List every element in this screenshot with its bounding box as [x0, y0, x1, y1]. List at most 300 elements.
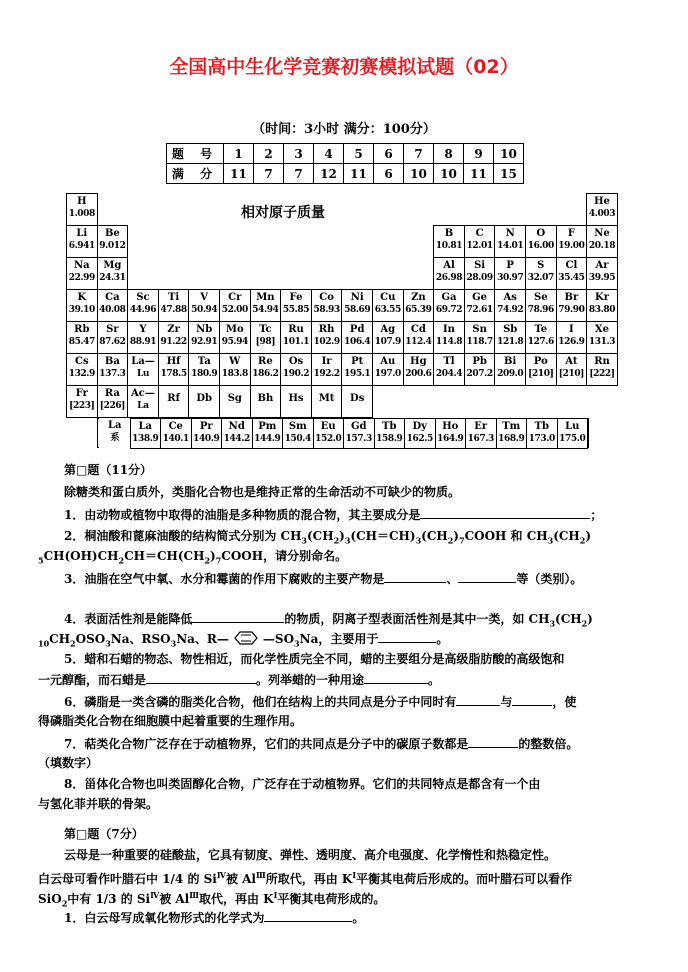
- element-mass: 140.1: [162, 434, 189, 444]
- element-cell: [97, 321, 129, 354]
- element-cell: [586, 289, 618, 322]
- element-symbol: Si: [474, 260, 486, 271]
- question-2-header: 第□题（7分）: [64, 827, 144, 841]
- element-cell: [280, 353, 312, 386]
- element-cell: [556, 321, 588, 354]
- element-mass: 131.3: [588, 337, 616, 347]
- element-symbol: Sm: [288, 421, 307, 432]
- element-symbol: Nb: [196, 324, 213, 335]
- element-mass: 200.6: [405, 369, 432, 379]
- element-mass: 26.98: [435, 273, 463, 283]
- element-mass: 47.88: [160, 305, 187, 315]
- element-mass: 78.96: [527, 305, 554, 315]
- element-cell: [97, 225, 129, 258]
- element-symbol: Re: [258, 356, 273, 367]
- element-mass: 162.5: [406, 434, 433, 444]
- element-mass: 32.07: [527, 273, 554, 283]
- element-mass: 137.3: [99, 369, 126, 379]
- element-cell: [464, 257, 496, 290]
- element-symbol: Hg: [410, 356, 427, 367]
- element-symbol: Ti: [167, 292, 180, 303]
- element-cell: [280, 289, 312, 322]
- element-mass: 118.7: [466, 337, 493, 347]
- lanthanide-cell: [404, 418, 436, 449]
- element-mass: 192.2: [313, 369, 340, 379]
- element-mass: 4.003: [588, 209, 616, 219]
- answer-blank[interactable]: [264, 909, 352, 922]
- element-mass: 112.4: [405, 337, 432, 347]
- element-mass: 39.95: [588, 273, 616, 283]
- element-cell: [66, 193, 98, 226]
- element-mass: 167.3: [467, 434, 494, 444]
- element-symbol: Ce: [168, 421, 183, 432]
- element-symbol: Ru: [288, 324, 304, 335]
- element-mass: 150.4: [284, 434, 311, 444]
- element-cell: [494, 257, 526, 290]
- element-mass: 178.5: [160, 369, 187, 379]
- element-mass: 1.008: [68, 209, 95, 219]
- answer-blank[interactable]: [378, 630, 436, 643]
- element-cell: [311, 385, 343, 418]
- element-symbol: Tc: [259, 324, 272, 335]
- element-cell: [586, 353, 618, 386]
- element-symbol: Ra: [104, 388, 120, 399]
- element-cell: [311, 321, 343, 354]
- element-mass: 系: [110, 433, 120, 443]
- element-symbol: Zn: [411, 292, 426, 303]
- answer-blank[interactable]: [420, 506, 590, 519]
- element-symbol: Er: [474, 421, 488, 432]
- element-mass: 54.94: [252, 305, 279, 315]
- element-cell: [372, 321, 404, 354]
- lanthanide-cell: [313, 418, 345, 449]
- question-number: 8: [434, 144, 464, 164]
- element-cell: [188, 385, 220, 418]
- element-mass: 44.96: [129, 305, 157, 315]
- element-cell: [341, 289, 373, 322]
- element-mass: 87.62: [99, 337, 126, 347]
- element-symbol: Kr: [595, 292, 609, 303]
- element-symbol: Ca: [105, 292, 120, 303]
- element-cell: [341, 385, 373, 418]
- lanthanide-cell: [221, 418, 253, 449]
- element-symbol: Fr: [75, 388, 88, 399]
- element-mass: 127.6: [527, 337, 554, 347]
- element-symbol: Sc: [136, 292, 150, 303]
- element-symbol: Tb: [382, 421, 397, 432]
- element-cell: [494, 289, 526, 322]
- element-cell: [158, 321, 190, 354]
- element-cell: [219, 321, 251, 354]
- element-symbol: Se: [534, 292, 548, 303]
- element-symbol: Hs: [288, 393, 304, 404]
- element-cell: [66, 289, 98, 322]
- lanthanide-cell: [557, 418, 589, 449]
- element-symbol: Pb: [472, 356, 487, 367]
- element-mass: 10.81: [435, 241, 463, 251]
- element-symbol: N: [505, 228, 515, 239]
- element-mass: 138.9: [132, 434, 159, 444]
- row-label: 题 号: [167, 144, 224, 164]
- element-cell: [66, 385, 98, 418]
- element-cell: [97, 257, 129, 290]
- element-mass: 204.4: [435, 369, 463, 379]
- element-symbol: Os: [288, 356, 304, 367]
- element-symbol: Ge: [472, 292, 488, 303]
- element-mass: 58.93: [313, 305, 340, 315]
- element-mass: 157.3: [345, 434, 372, 444]
- element-cell: [250, 353, 282, 386]
- element-mass: 12.01: [466, 241, 493, 251]
- element-mass: 74.92: [497, 305, 524, 315]
- answer-blank[interactable]: [146, 671, 256, 684]
- element-symbol: Ir: [321, 356, 332, 367]
- question-number: 6: [374, 144, 404, 164]
- question-number: 1: [224, 144, 254, 164]
- element-mass: 107.9: [374, 337, 401, 347]
- element-cell: [586, 321, 618, 354]
- element-symbol: La—: [131, 356, 155, 367]
- lanthanide-cell: [343, 418, 375, 449]
- element-symbol: W: [229, 356, 241, 367]
- element-mass: Lu: [136, 369, 150, 379]
- element-cell: [97, 353, 129, 386]
- element-symbol: Tb: [534, 421, 549, 432]
- element-cell: [525, 257, 557, 290]
- element-symbol: Rb: [74, 324, 90, 335]
- element-mass: 164.9: [437, 434, 464, 444]
- lanthanide-cell: [526, 418, 558, 449]
- element-symbol: Pr: [199, 421, 213, 432]
- element-mass: 144.9: [254, 434, 281, 444]
- score-table-row-numbers: [167, 144, 524, 164]
- element-cell: [66, 321, 98, 354]
- element-symbol: La: [138, 421, 152, 432]
- element-mass: 121.8: [497, 337, 524, 347]
- question-points: 10: [434, 164, 464, 184]
- element-mass: [223]: [69, 401, 95, 411]
- q1-part6-line1: 6．磷脂是一类含磷的脂类化合物，他们在结构上的共同点是分子中同时有 与 ，使: [64, 695, 577, 709]
- question-points: 7: [254, 164, 284, 184]
- element-symbol: Au: [380, 356, 396, 367]
- element-cell: [127, 321, 159, 354]
- element-mass: 197.0: [374, 369, 401, 379]
- element-symbol: Mt: [318, 393, 335, 404]
- q1-part5-line1: 5．蜡和石蜡的物态、物性相近，而化学性质完全不同，蜡的主要组分是高级脂肪酸的高级饱和: [64, 652, 565, 666]
- element-mass: 92.91: [191, 337, 218, 347]
- element-symbol: Nd: [228, 421, 245, 432]
- element-cell: [188, 321, 220, 354]
- q2-line3: SiO$_2$中有 1/3 的 $Si^Ⅳ$被 $Al^Ⅲ$取代，再由 $K^Ⅰ$平衡其电荷形成的。: [38, 890, 386, 909]
- answer-blank[interactable]: [192, 610, 284, 623]
- element-symbol: Bi: [504, 356, 517, 367]
- element-cell: [341, 321, 373, 354]
- element-cell: [97, 289, 129, 322]
- element-symbol: As: [503, 292, 517, 303]
- answer-blank[interactable]: [364, 671, 428, 684]
- question-number: 7: [404, 144, 434, 164]
- element-mass: 152.0: [315, 434, 342, 444]
- element-mass: 63.55: [374, 305, 401, 315]
- element-cell: [127, 289, 159, 322]
- lanthanide-cell: [160, 418, 192, 449]
- q1-part7-line1: 7．萜类化合物广泛存在于动植物界，它们的共同点是分子中的碳原子数都是 的整数倍。: [64, 737, 579, 751]
- element-symbol: K: [77, 292, 87, 303]
- element-symbol: Sg: [227, 393, 242, 404]
- element-cell: [403, 321, 435, 354]
- answer-blank[interactable]: [458, 570, 516, 583]
- element-symbol: Ni: [350, 292, 364, 303]
- element-cell: [219, 353, 251, 386]
- question-points: 7: [284, 164, 314, 184]
- element-symbol: Ag: [380, 324, 396, 335]
- element-cell: [403, 353, 435, 386]
- periodic-table-title: 相对原子质量: [241, 205, 325, 221]
- q1-part2-line2: $_5CH(OH)CH_2CH=CH(CH_2)_7COOH$，请分别命名。: [38, 549, 348, 566]
- element-cell: [556, 225, 588, 258]
- element-symbol: F: [567, 228, 575, 239]
- element-mass: 207.2: [466, 369, 493, 379]
- element-symbol: Cr: [228, 292, 242, 303]
- element-mass: 72.61: [466, 305, 493, 315]
- element-symbol: Db: [196, 393, 213, 404]
- element-symbol: Dy: [412, 421, 427, 432]
- q2-part1: 1．白云母写成氧化物形式的化学式为 。: [64, 911, 365, 925]
- element-symbol: Mo: [225, 324, 244, 335]
- element-cell: [311, 353, 343, 386]
- element-symbol: Te: [534, 324, 548, 335]
- element-symbol: Pm: [258, 421, 277, 432]
- element-cell: [219, 289, 251, 322]
- q1-part5-line2: 一元醇酯，而石蜡是 。列举蜡的一种用途 。: [38, 673, 441, 687]
- element-cell: [127, 385, 159, 418]
- element-mass: 9.012: [99, 241, 126, 251]
- element-symbol: Hf: [166, 356, 181, 367]
- lanthanide-cell: [282, 418, 314, 449]
- element-cell: [250, 385, 282, 418]
- element-mass: 20.18: [588, 241, 616, 251]
- lanthanide-cell: [465, 418, 497, 449]
- element-mass: 106.4: [344, 337, 371, 347]
- lanthanide-cell: [252, 418, 284, 449]
- element-cell: [188, 289, 220, 322]
- element-symbol: Po: [533, 356, 548, 367]
- question-number: 3: [284, 144, 314, 164]
- element-cell: [280, 385, 312, 418]
- element-mass: 39.10: [68, 305, 95, 315]
- element-mass: 88.91: [129, 337, 157, 347]
- element-cell: [341, 353, 373, 386]
- element-symbol: Ne: [594, 228, 610, 239]
- q1-part3: 3．油脂在空气中氧、水分和霉菌的作用下腐败的主要产物是 、 等（类别）。: [64, 572, 583, 586]
- answer-blank[interactable]: [456, 693, 500, 706]
- lanthanide-cell: [99, 418, 131, 449]
- element-symbol: H: [77, 196, 87, 207]
- q1-part8-line2: 与氢化菲并联的骨架。: [38, 797, 159, 811]
- element-mass: 175.0: [559, 434, 586, 444]
- element-symbol: Co: [319, 292, 334, 303]
- element-mass: 195.1: [344, 369, 371, 379]
- answer-blank[interactable]: [468, 735, 518, 748]
- question-1-intro: 除糖类和蛋白质外，类脂化合物也是维持正常的生命活动不可缺少的物质。: [64, 485, 461, 499]
- element-symbol: Be: [104, 228, 120, 239]
- element-mass: 35.45: [558, 273, 585, 283]
- element-symbol: He: [594, 196, 610, 207]
- q1-part2-line1: 2．桐油酸和蓖麻油酸的结构简式分别为 $CH_3(CH_2)_3(CH=CH)_3(CH_2)_7COOH$ 和 $CH_3(CH_2)$: [64, 529, 592, 546]
- element-symbol: V: [200, 292, 209, 303]
- element-symbol: Rh: [318, 324, 335, 335]
- element-symbol: I: [569, 324, 574, 335]
- element-mass: 16.00: [527, 241, 554, 251]
- element-symbol: Ba: [104, 356, 120, 367]
- element-symbol: Ds: [350, 393, 365, 404]
- element-symbol: Li: [76, 228, 88, 239]
- element-mass: 95.94: [221, 337, 248, 347]
- element-mass: 6.941: [68, 241, 95, 251]
- element-mass: 85.47: [68, 337, 95, 347]
- element-cell: [403, 289, 435, 322]
- element-cell: [433, 321, 465, 354]
- element-symbol: Zr: [167, 324, 180, 335]
- element-cell: [188, 353, 220, 386]
- element-cell: [433, 257, 465, 290]
- element-symbol: Sr: [106, 324, 119, 335]
- element-symbol: Cl: [565, 260, 578, 271]
- element-cell: [433, 353, 465, 386]
- question-number: 10: [494, 144, 524, 164]
- question-points: 11: [224, 164, 254, 184]
- element-cell: [219, 385, 251, 418]
- question-1-header: 第□题（11分）: [64, 463, 153, 477]
- element-symbol: Cs: [75, 356, 89, 367]
- element-mass: 58.69: [344, 305, 371, 315]
- lanthanide-cell: [435, 418, 467, 449]
- q1-part1: 1．由动物或植物中取得的油脂是多种物质的混合物，其主要成分是 ；: [64, 508, 603, 522]
- element-cell: [556, 289, 588, 322]
- question-points: 10: [404, 164, 434, 184]
- element-mass: 24.31: [99, 273, 126, 283]
- q2-line1: 云母是一种重要的硅酸盐，它具有韧度、弹性、透明度、高介电强度、化学惰性和热稳定性。: [64, 848, 557, 862]
- element-cell: [66, 353, 98, 386]
- element-cell: [372, 353, 404, 386]
- page-title: 全国高中生化学竞赛初赛模拟试题（02）: [169, 56, 519, 78]
- question-points: 11: [464, 164, 494, 184]
- element-mass: 83.80: [588, 305, 616, 315]
- element-cell: [250, 289, 282, 322]
- lanthanide-cell: [130, 418, 162, 449]
- element-mass: [210]: [558, 369, 585, 379]
- element-symbol: Mg: [103, 260, 122, 271]
- q1-part4-line2: $_{10}CH_2OSO_3Na$、$RSO_3Na$、R— $—SO_3Na$，主要用于 。: [38, 632, 449, 649]
- element-symbol: Sn: [472, 324, 487, 335]
- element-symbol: Cd: [410, 324, 426, 335]
- element-cell: [127, 353, 159, 386]
- element-mass: 79.90: [558, 305, 585, 315]
- element-cell: [464, 353, 496, 386]
- answer-blank[interactable]: [384, 570, 446, 583]
- element-symbol: Xe: [594, 324, 610, 335]
- element-symbol: Bh: [257, 393, 274, 404]
- element-cell: [372, 289, 404, 322]
- element-cell: [464, 321, 496, 354]
- element-mass: 52.00: [221, 305, 248, 315]
- element-cell: [66, 257, 98, 290]
- element-symbol: Pd: [349, 324, 365, 335]
- element-symbol: Rn: [594, 356, 610, 367]
- element-mass: 22.99: [68, 273, 95, 283]
- question-number: 2: [254, 144, 284, 164]
- element-cell: [158, 385, 190, 418]
- element-symbol: At: [565, 356, 578, 367]
- element-cell: [97, 385, 129, 418]
- element-symbol: Br: [564, 292, 579, 303]
- element-symbol: In: [443, 324, 455, 335]
- element-cell: [525, 225, 557, 258]
- lanthanide-cell: [496, 418, 528, 449]
- element-symbol: B: [444, 228, 454, 239]
- lanthanide-cell: [374, 418, 406, 449]
- element-mass: [222]: [589, 369, 615, 379]
- element-symbol: Sb: [503, 324, 518, 335]
- element-symbol: Rf: [167, 393, 180, 404]
- element-mass: 168.9: [498, 434, 525, 444]
- element-symbol: Ar: [595, 260, 609, 271]
- element-symbol: Al: [443, 260, 455, 271]
- q1-part4-line1: 4．表面活性剂是能降低 的物质，阴离子型表面活性剂是其中一类，如 $CH_3(CH_2)$: [64, 612, 593, 629]
- element-cell: [433, 289, 465, 322]
- element-mass: 114.8: [435, 337, 463, 347]
- element-symbol: Pt: [351, 356, 364, 367]
- element-symbol: Ta: [197, 356, 211, 367]
- element-symbol: Tl: [443, 356, 455, 367]
- element-mass: 180.9: [191, 369, 218, 379]
- score-table: [166, 143, 524, 184]
- element-mass: 50.94: [191, 305, 218, 315]
- element-mass: 14.01: [497, 241, 524, 251]
- element-mass: La: [137, 401, 149, 411]
- element-symbol: Eu: [320, 421, 336, 432]
- q2-line2: 白云母可看作叶腊石中 1/4 的 $Si^Ⅳ$被 $Al^Ⅲ$所取代，再由 $K^Ⅰ$平衡其电荷后形成的。而叶腊石可以看作: [38, 870, 573, 886]
- element-mass: 55.85: [282, 305, 310, 315]
- question-points: 6: [374, 164, 404, 184]
- element-symbol: O: [536, 228, 546, 239]
- element-cell: [433, 225, 465, 258]
- element-mass: 140.9: [193, 434, 220, 444]
- time-info: （时间：3小时 满分：100分）: [252, 122, 436, 137]
- element-mass: 186.2: [252, 369, 279, 379]
- benzene-ring-icon: [229, 631, 263, 645]
- element-mass: [210]: [528, 369, 554, 379]
- element-mass: 132.9: [68, 369, 95, 379]
- q1-part7-line2: （填数字）: [38, 756, 99, 770]
- element-mass: 190.2: [282, 369, 310, 379]
- question-number: 9: [464, 144, 494, 164]
- element-cell: [525, 289, 557, 322]
- element-cell: [494, 225, 526, 258]
- question-number: 5: [344, 144, 374, 164]
- q1-part8-line1: 8．甾体化合物也叫类固醇化合物，广泛存在于动植物界。它们的共同特点是都含有一个由: [64, 777, 541, 791]
- element-mass: 173.0: [528, 434, 555, 444]
- element-cell: [311, 289, 343, 322]
- element-symbol: Cu: [380, 292, 396, 303]
- element-symbol: La: [107, 420, 122, 431]
- lanthanide-cell: [191, 418, 223, 449]
- answer-blank[interactable]: [512, 693, 552, 706]
- element-mass: 144.2: [223, 434, 250, 444]
- element-symbol: Lu: [565, 421, 580, 432]
- element-symbol: Ac—: [131, 388, 155, 399]
- element-symbol: S: [537, 260, 545, 271]
